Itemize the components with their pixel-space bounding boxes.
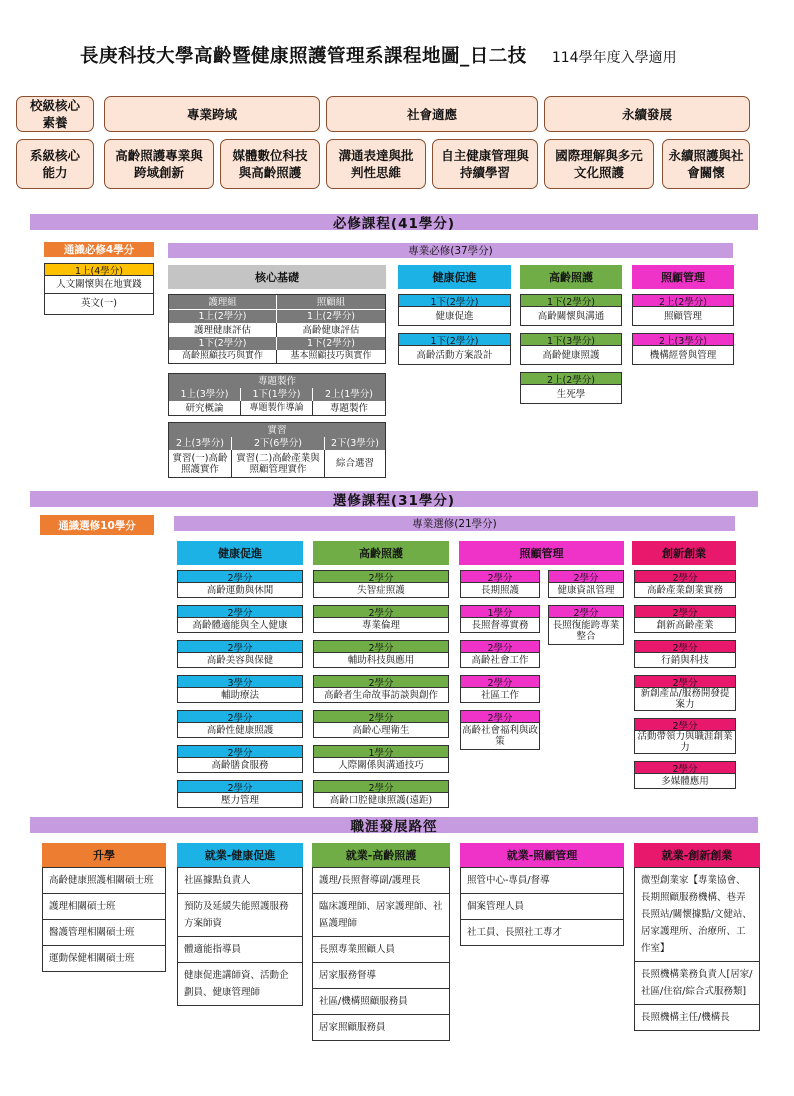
nursing-group: 護理組	[169, 295, 277, 309]
course-name: 英文(一)	[81, 297, 117, 309]
credit-label: 2學分	[635, 719, 735, 731]
course-box	[398, 333, 511, 365]
prof-elective-bar: 專業選修(21學分)	[174, 516, 735, 531]
list-item: 運動保健相關碩士班	[49, 953, 135, 964]
credit-label: 2學分	[635, 762, 735, 774]
course-box	[634, 640, 736, 668]
course-box	[313, 605, 449, 633]
elective-bar: 選修課程(31學分)	[30, 491, 758, 507]
ability-5-text: 國際理解與多元文化照護	[555, 148, 643, 180]
career-study-header: 升學	[42, 843, 166, 867]
credit-label: 3學分	[178, 676, 302, 688]
list-item: 社區據點負責人	[178, 868, 302, 894]
ability-3-text: 溝通表達與批判性思維	[338, 148, 414, 180]
credit-label: 2學分	[461, 711, 539, 723]
credit-label: 2學分	[461, 571, 539, 583]
course-box	[177, 710, 303, 738]
course-name: 高齡者生命故事訪談與創作	[323, 689, 438, 701]
course-name: 高齡關懷與溝通	[537, 310, 605, 322]
credit-label: 2上(2學分)	[521, 373, 621, 385]
course-name: 綜合選習	[335, 458, 374, 469]
list-item: 社區/機構照顧服務員	[313, 989, 449, 1015]
ability-6-text: 永續照護與社會關懷	[668, 148, 744, 180]
page-title	[80, 42, 760, 68]
course-name: 高齡健康照護	[542, 349, 600, 361]
course-name: 高齡照顧技巧與實作	[169, 350, 277, 363]
course-box	[460, 710, 540, 750]
credit-label: 2學分	[314, 571, 448, 583]
ability-1	[104, 139, 214, 189]
core-header: 核心基礎	[168, 265, 386, 289]
credit-label: 2學分	[314, 781, 448, 793]
course-name: 專題製作	[329, 402, 368, 414]
course-name: 高齡體適能與全人健康	[192, 619, 288, 631]
course-box	[632, 333, 734, 365]
course-name: 多媒體應用	[661, 775, 709, 787]
credit-label: 2學分	[549, 571, 623, 583]
elec-health-header: 健康促進	[177, 541, 303, 565]
school-core-text: 校級核心素養	[30, 98, 81, 130]
course-name: 長照復能跨專業整合	[552, 620, 620, 642]
course-name: 專題製作導論	[241, 401, 313, 415]
career-health-list	[177, 867, 303, 1006]
course-box	[313, 710, 449, 738]
credit-label: 2學分	[314, 711, 448, 723]
course-name: 高齡性健康照護	[206, 724, 274, 736]
course-name: 失智症照護	[357, 584, 405, 596]
credit-label: 2學分	[635, 571, 735, 583]
list-item: 照管中心-專員/督導	[461, 868, 623, 894]
credit-label: 2學分	[549, 606, 623, 618]
req-elder-header: 高齡照護	[520, 265, 622, 289]
core-grid	[168, 294, 386, 364]
list-item: 體適能指導員	[178, 937, 302, 963]
general-required-label: 通識必修4學分	[44, 242, 154, 257]
course-box	[548, 605, 624, 645]
course-name: 新創產品/服務開發提案力	[640, 688, 730, 710]
course-name: 高齡社會福利與政策	[462, 725, 539, 747]
credit-label: 1下(2學分)	[399, 334, 510, 346]
req-mgmt-header: 照顧管理	[632, 265, 734, 289]
credit-label: 2學分	[635, 606, 735, 618]
credit-label: 2學分	[635, 676, 735, 688]
credit-label: 1下(1學分)	[241, 388, 313, 401]
credit-label: 2學分	[461, 641, 539, 653]
credit-label: 1上(4學分)	[45, 264, 153, 276]
list-item: 長照機構主任/機構長	[641, 1012, 730, 1023]
general-elective-label: 通識選修10學分	[40, 515, 154, 535]
ability-4-text: 自主健康管理與持續學習	[441, 148, 529, 180]
course-box	[634, 570, 736, 598]
credit-label: 2學分	[178, 781, 302, 793]
credit-label: 1上(2學分)	[169, 310, 277, 323]
course-name: 高齡產業創業實務	[646, 584, 723, 596]
course-box	[177, 640, 303, 668]
course-name: 健康資訊管理	[557, 584, 615, 596]
category-sustain: 永續發展	[544, 96, 750, 132]
ability-2	[220, 139, 320, 189]
elec-innov-header: 創新創業	[632, 541, 736, 565]
course-box	[313, 570, 449, 598]
list-item: 醫護管理相關碩士班	[43, 920, 165, 946]
list-item: 高齡健康照護相關碩士班	[43, 868, 165, 894]
career-mgmt-header: 就業-照顧管理	[460, 843, 624, 867]
title-main: 長庚科技大學高齡暨健康照護管理系課程地圖_日二技	[80, 46, 527, 67]
course-name: 壓力管理	[220, 794, 259, 806]
course-name: 專業倫理	[361, 619, 400, 631]
list-item: 護理/長照督導副/護理長	[313, 868, 449, 894]
course-name: 高齡社會工作	[471, 654, 529, 666]
credit-label: 2學分	[178, 711, 302, 723]
course-box	[313, 745, 449, 773]
credit-label: 2學分	[178, 571, 302, 583]
career-elder-list	[312, 867, 450, 1041]
course-box	[313, 675, 449, 703]
course-box	[460, 640, 540, 668]
credit-label: 2學分	[178, 606, 302, 618]
course-box	[632, 294, 734, 326]
course-box	[548, 570, 624, 598]
course-name: 生死學	[556, 388, 586, 400]
course-name: 高齡美容與保健	[206, 654, 274, 666]
list-item: 臨床護理師、居家護理師、社區護理師	[313, 894, 449, 937]
course-box	[520, 294, 622, 326]
project-header: 專題製作	[169, 374, 385, 388]
career-innov-list	[634, 867, 760, 1031]
course-name: 高齡運動與休閒	[206, 584, 274, 596]
course-name: 長期照護	[480, 584, 519, 596]
credit-label: 2上(3學分)	[633, 334, 733, 346]
req-health-header: 健康促進	[398, 265, 511, 289]
list-item: 預防及延緩失能照護服務方案師資	[178, 894, 302, 937]
credit-label: 2學分	[461, 676, 539, 688]
credit-label: 1下(2學分)	[277, 337, 385, 350]
career-health-header: 就業-健康促進	[177, 843, 303, 867]
course-box	[313, 780, 449, 808]
career-study-list	[42, 867, 166, 972]
course-name: 護理健康評估	[169, 323, 277, 337]
list-item: 護理相關碩士班	[43, 894, 165, 920]
career-elder-header: 就業-高齡照護	[312, 843, 450, 867]
career-innov-header: 就業-創新創業	[634, 843, 760, 867]
ability-1-text: 高齡照護專業與跨域創新	[115, 148, 203, 180]
credit-label: 2學分	[178, 641, 302, 653]
care-group: 照顧組	[277, 295, 385, 309]
credit-label: 2學分	[178, 746, 302, 758]
credit-label: 2上(1學分)	[313, 388, 385, 401]
elec-elder-header: 高齡照護	[313, 541, 449, 565]
course-box	[398, 294, 511, 326]
course-name: 基本照顧技巧與實作	[290, 351, 372, 361]
course-box	[177, 780, 303, 808]
credit-label: 2上(3學分)	[169, 437, 232, 450]
course-name: 輔助科技與應用	[347, 654, 415, 666]
course-box	[313, 640, 449, 668]
list-item: 個案管理人員	[461, 894, 623, 920]
credit-label: 2下(6學分)	[232, 437, 325, 450]
dept-core-label	[16, 139, 94, 189]
ability-4	[432, 139, 538, 189]
course-name: 高齡心理衛生	[352, 724, 410, 736]
list-item: 居家照顧服務員	[319, 1022, 386, 1033]
course-name: 社區工作	[480, 689, 519, 701]
course-name: 照顧管理	[663, 310, 702, 322]
course-name: 行銷與科技	[661, 654, 709, 666]
course-box	[520, 333, 622, 365]
category-social: 社會適應	[326, 96, 538, 132]
course-box	[177, 675, 303, 703]
course-box	[177, 570, 303, 598]
course-name: 高齡膳食服務	[211, 759, 269, 771]
course-name: 輔助療法	[220, 689, 259, 701]
course-name: 活動帶領力與職涯創業力	[637, 731, 733, 753]
course-box	[634, 718, 736, 754]
school-core-label	[16, 96, 94, 132]
credit-label: 2學分	[314, 606, 448, 618]
ability-3	[326, 139, 426, 189]
credit-label: 1上(3學分)	[169, 388, 241, 401]
ability-5	[544, 139, 654, 189]
prof-required-bar: 專業必修(37學分)	[168, 243, 733, 258]
credit-label: 1下(3學分)	[521, 334, 621, 346]
course-box	[520, 372, 622, 404]
course-name: 人文關懷與在地實踐	[45, 276, 153, 294]
course-name: 實習(二)高齡產業與照顧管理實作	[232, 450, 325, 477]
course-name: 實習(一)高齡照護實作	[169, 450, 232, 477]
practice-grid	[168, 422, 386, 478]
course-box	[634, 761, 736, 789]
practice-header: 實習	[169, 423, 385, 437]
course-name: 研究概論	[169, 401, 241, 415]
list-item: 社工員、長照社工專才	[467, 927, 563, 938]
course-box	[634, 605, 736, 633]
credit-label: 2上(2學分)	[633, 295, 733, 307]
course-name: 創新高齡產業	[656, 619, 714, 631]
credit-label: 2學分	[314, 676, 448, 688]
credit-label: 2學分	[635, 641, 735, 653]
course-name: 長照督導實務	[471, 619, 529, 631]
credit-label: 1學分	[461, 606, 539, 618]
general-required-box	[44, 263, 154, 315]
project-grid	[168, 373, 386, 416]
course-box	[460, 570, 540, 598]
list-item: 健康促進講師資、活動企劃員、健康管理師	[184, 970, 289, 998]
credit-label: 1下(2學分)	[521, 295, 621, 307]
list-item: 微型創業家【專業協會、長期照顧服務機構、巷弄長照站/關懷據點/文健站、居家護理所、治療所、工作室】	[635, 868, 759, 962]
list-item: 長照機構業務負責人[居家/社區/住宿/綜合式服務類]	[635, 962, 759, 1005]
title-sub: 114學年度入學適用	[551, 50, 677, 66]
course-name: 健康促進	[435, 310, 474, 322]
credit-label: 2學分	[314, 641, 448, 653]
course-box	[634, 675, 736, 711]
list-item: 長照專業照顧人員	[313, 937, 449, 963]
credit-label: 1下(2學分)	[399, 295, 510, 307]
career-mgmt-list	[460, 867, 624, 946]
course-box	[177, 605, 303, 633]
elec-mgmt-header: 照顧管理	[459, 541, 624, 565]
course-name: 高齡活動方案設計	[416, 349, 493, 361]
course-name: 高齡健康評估	[302, 324, 360, 336]
course-box	[460, 675, 540, 703]
list-item: 居家服務督導	[313, 963, 449, 989]
course-name: 高齡口腔健康照護(遠距)	[329, 794, 433, 806]
credit-label: 1下(2學分)	[169, 337, 277, 350]
course-name: 人際關係與溝通技巧	[338, 759, 424, 771]
course-box	[177, 745, 303, 773]
career-bar: 職涯發展路徑	[30, 817, 758, 833]
category-prof-cross: 專業跨域	[104, 96, 320, 132]
credit-label: 1學分	[314, 746, 448, 758]
credit-label: 1上(2學分)	[277, 310, 385, 323]
dept-core-text: 系級核心能力	[30, 148, 81, 180]
course-box	[460, 605, 540, 633]
ability-2-text: 媒體數位科技與高齡照護	[232, 148, 308, 180]
required-bar: 必修課程(41學分)	[30, 214, 758, 230]
credit-label: 2下(3學分)	[325, 437, 385, 450]
ability-6	[662, 139, 750, 189]
course-name: 機構經營與管理	[649, 349, 717, 361]
